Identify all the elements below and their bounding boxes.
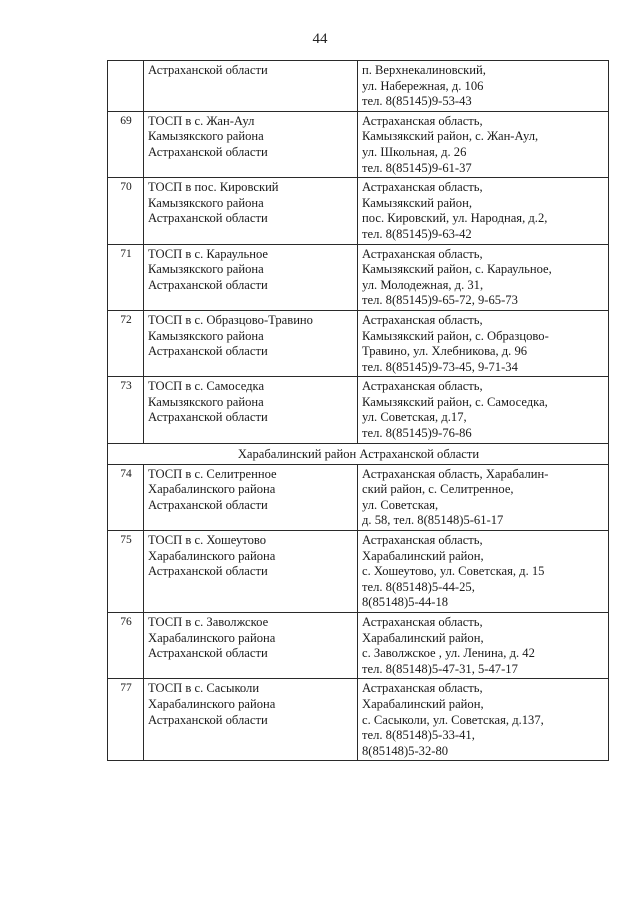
office-name-cell	[144, 244, 358, 310]
table-row	[108, 111, 609, 177]
address-cell	[358, 244, 609, 310]
table-row	[108, 377, 609, 443]
office-name-line: ТОСП в с. Жан-Аул	[148, 113, 255, 128]
office-name-line: Камызякского района	[148, 195, 264, 210]
address-line: Харабалинский район,	[362, 548, 484, 563]
address-line: тел. 8(85145)9-76-86	[362, 426, 472, 441]
office-name-line: Астраханской области	[148, 712, 268, 727]
office-name-line: Астраханской области	[148, 277, 268, 292]
office-name-line: ТОСП в с. Заволжское	[148, 615, 269, 629]
address-line: ский район, с. Селитренное,	[362, 482, 514, 497]
address-cell	[358, 377, 609, 443]
address-line: Камызякский район,	[362, 195, 472, 210]
address-line: с. Хошеутово, ул. Советская, д. 15	[362, 564, 545, 579]
table-row	[108, 61, 609, 112]
address-line: ул. Молодежная, д. 31,	[362, 277, 484, 292]
office-name-line: Харабалинского района	[148, 696, 276, 711]
address-line: Камызякский район, с. Образцово-	[362, 328, 549, 343]
office-name-line: Астраханской области	[148, 211, 268, 226]
office-name-cell	[144, 377, 358, 443]
office-name-cell	[144, 464, 358, 530]
row-number: 70	[108, 178, 144, 244]
address-cell	[358, 61, 609, 112]
office-name-cell	[144, 613, 358, 679]
address-line: Астраханская область,	[362, 312, 483, 327]
address-line: 8(85148)5-44-18	[362, 595, 449, 610]
address-cell	[358, 531, 609, 613]
page-number: 44	[312, 31, 328, 47]
address-line: тел. 8(85145)9-65-72, 9-65-73	[362, 293, 518, 308]
table-row	[108, 464, 609, 530]
row-number: 72	[108, 310, 144, 376]
address-line: Астраханская область,	[362, 615, 483, 629]
row-number: 75	[108, 531, 144, 613]
address-line: Камызякский район, с. Самоседка,	[362, 394, 548, 409]
address-line: Астраханская область,	[362, 681, 483, 696]
address-line: п. Верхнекалиновский,	[362, 63, 486, 77]
office-name-line: Астраханской области	[148, 63, 268, 77]
address-line: Астраханская область,	[362, 113, 483, 128]
address-line: Астраханская область,	[362, 180, 483, 195]
table-row	[108, 613, 609, 679]
office-name-line: Камызякского района	[148, 328, 264, 343]
address-line: тел. 8(85148)5-47-31, 5-47-17	[362, 661, 518, 676]
table-row	[108, 679, 609, 761]
office-name-line: Астраханской области	[148, 144, 268, 159]
address-cell	[358, 464, 609, 530]
address-line: ул. Школьная, д. 26	[362, 144, 467, 159]
address-line: Травино, ул. Хлебникова, д. 96	[362, 344, 528, 359]
office-name-cell	[144, 61, 358, 112]
office-name-line: Харабалинского района	[148, 548, 276, 563]
row-number: 74	[108, 464, 144, 530]
office-name-line: Харабалинского района	[148, 630, 276, 645]
offices-table	[107, 60, 609, 761]
address-line: Астраханская область,	[362, 533, 483, 548]
table-row	[108, 244, 609, 310]
office-name-line: Астраханской области	[148, 646, 268, 661]
address-line: 8(85148)5-32-80	[362, 743, 449, 758]
address-line: Харабалинский район,	[362, 696, 484, 711]
office-name-line: Астраханской области	[148, 497, 268, 512]
address-line: тел. 8(85145)9-53-43	[362, 94, 472, 109]
row-number: 76	[108, 613, 144, 679]
address-line: пос. Кировский, ул. Народная, д.2,	[362, 211, 548, 226]
address-line: с. Заволжское , ул. Ленина, д. 42	[362, 646, 535, 661]
office-name-line: ТОСП в с. Хошеутово	[148, 533, 267, 548]
address-line: тел. 8(85145)9-73-45, 9-71-34	[362, 359, 518, 374]
office-name-cell	[144, 679, 358, 761]
office-name-cell	[144, 111, 358, 177]
address-cell	[358, 679, 609, 761]
office-name-line: ТОСП в пос. Кировский	[148, 180, 279, 195]
address-cell	[358, 310, 609, 376]
row-number: 73	[108, 377, 144, 443]
office-name-line: ТОСП в с. Караульное	[148, 246, 269, 261]
address-cell	[358, 111, 609, 177]
office-name-line: ТОСП в с. Образцово-Травино	[148, 312, 313, 327]
district-header: Харабалинский район Астраханской области	[108, 443, 609, 464]
address-line: тел. 8(85148)5-44-25,	[362, 579, 475, 594]
address-line: с. Сасыколи, ул. Советская, д.137,	[362, 712, 544, 727]
row-number: 77	[108, 679, 144, 761]
address-line: Камызякский район, с. Караульное,	[362, 262, 552, 277]
offices-table-body	[108, 61, 609, 761]
address-line: Астраханская область,	[362, 379, 483, 394]
address-line: ул. Советская, д.17,	[362, 410, 467, 425]
address-line: Камызякский район, с. Жан-Аул,	[362, 129, 539, 144]
office-name-line: Астраханской области	[148, 344, 268, 359]
address-line: тел. 8(85145)9-61-37	[362, 160, 472, 175]
office-name-line: Астраханской области	[148, 410, 268, 425]
table-row	[108, 531, 609, 613]
row-number: 71	[108, 244, 144, 310]
office-name-cell	[144, 178, 358, 244]
office-name-line: Харабалинского района	[148, 482, 276, 497]
office-name-cell	[144, 531, 358, 613]
office-name-line: ТОСП в с. Селитренное	[148, 466, 277, 481]
row-number: 69	[108, 111, 144, 177]
office-name-line: Камызякского района	[148, 262, 264, 277]
address-cell	[358, 613, 609, 679]
address-line: д. 58, тел. 8(85148)5-61-17	[362, 513, 504, 528]
office-name-line: ТОСП в с. Самоседка	[148, 379, 265, 394]
address-line: ул. Набережная, д. 106	[362, 78, 484, 93]
address-line: Харабалинский район,	[362, 630, 484, 645]
table-row	[108, 178, 609, 244]
office-name-line: ТОСП в с. Сасыколи	[148, 681, 260, 696]
office-name-line: Камызякского района	[148, 394, 264, 409]
office-name-cell	[144, 310, 358, 376]
address-line: тел. 8(85145)9-63-42	[362, 226, 472, 241]
address-line: Астраханская область,	[362, 246, 483, 261]
table-row	[108, 310, 609, 376]
office-name-line: Камызякского района	[148, 129, 264, 144]
address-line: тел. 8(85148)5-33-41,	[362, 728, 475, 743]
address-line: Астраханская область, Харабалин-	[362, 466, 549, 481]
address-line: ул. Советская,	[362, 497, 439, 512]
office-name-line: Астраханской области	[148, 564, 268, 579]
district-header-row	[108, 443, 609, 464]
row-number	[108, 61, 144, 112]
address-cell	[358, 178, 609, 244]
